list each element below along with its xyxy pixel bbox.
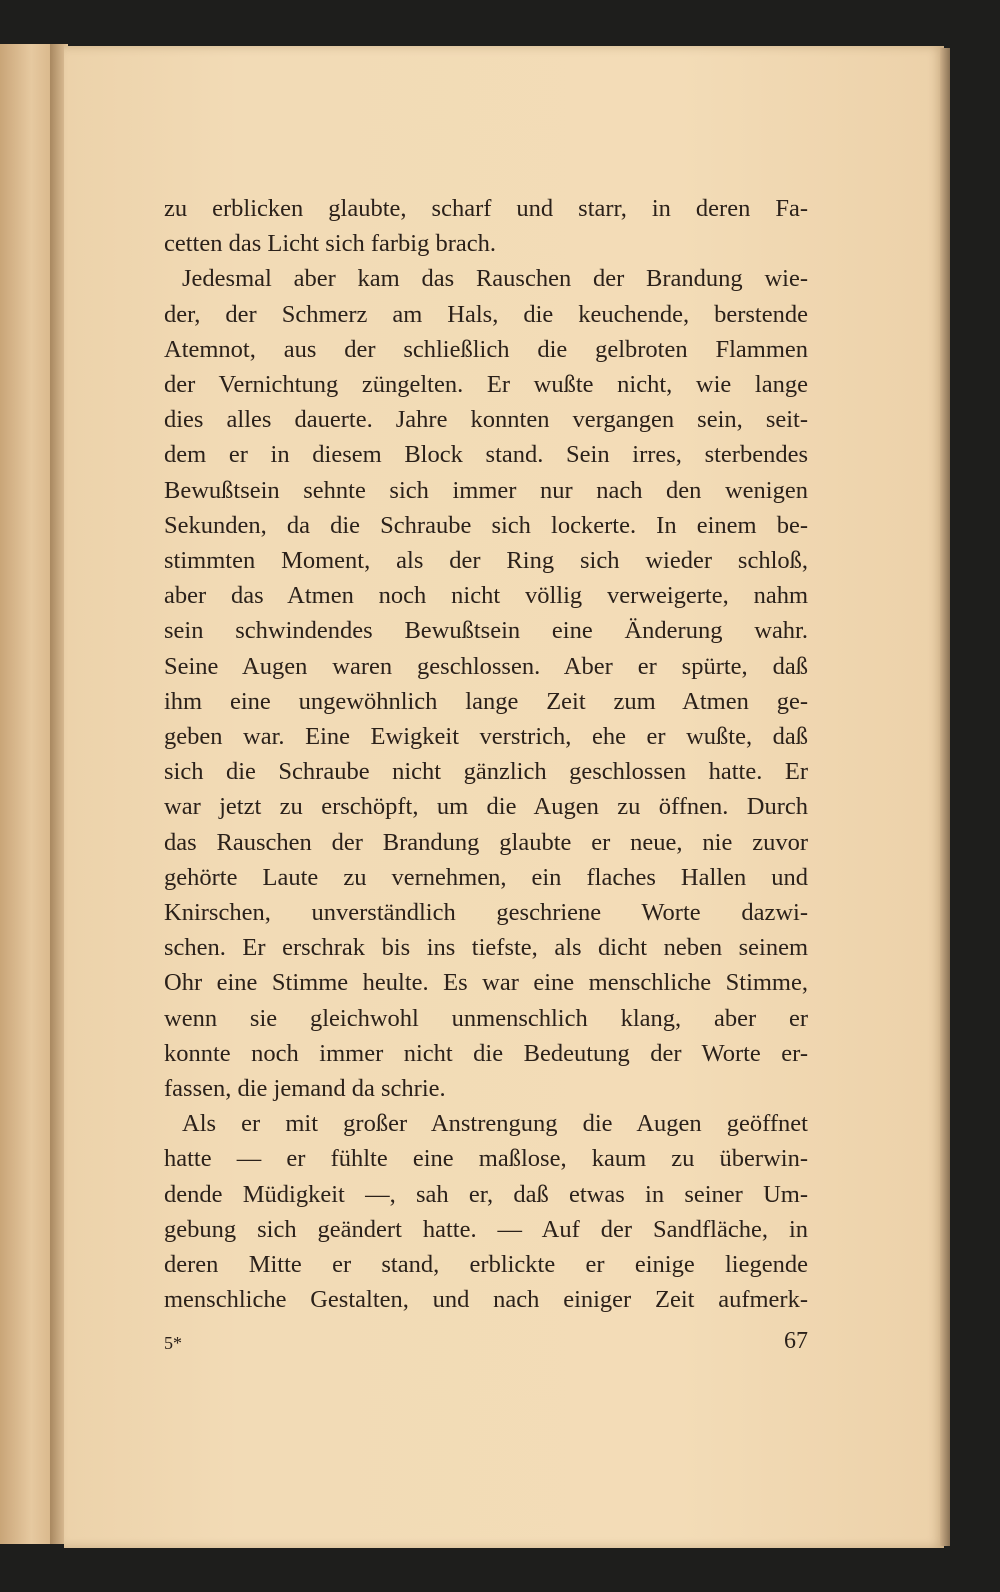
text-line: gebung sich geändert hatte. — Auf der Sandfläche, in: [164, 1215, 808, 1243]
text-line: konnte noch immer nicht die Bedeutung der Worte er-: [164, 1039, 808, 1067]
text-line: war jetzt zu erschöpft, um die Augen zu öffnen. Durch: [164, 793, 808, 821]
text-line: Seine Augen waren geschlossen. Aber er spürte, daß: [164, 652, 808, 680]
text-line: Jedesmal aber kam das Rauschen der Brandung wie-: [182, 265, 808, 293]
text-line: der Vernichtung züngelten. Er wußte nicht, wie lange: [164, 371, 808, 399]
text-line: ihm eine ungewöhnlich lange Zeit zum Atmen ge-: [164, 687, 808, 715]
text-line: stimmten Moment, als der Ring sich wieder schloß,: [164, 547, 808, 575]
text-line: gehörte Laute zu vernehmen, ein flaches Hallen und: [164, 863, 808, 891]
text-line: sich die Schraube nicht gänzlich geschlossen hatte. Er: [164, 758, 808, 786]
text-line: Knirschen, unverständlich geschriene Worte dazwi-: [164, 899, 808, 927]
text-line: dem er in diesem Block stand. Sein irres, sterbendes: [164, 441, 808, 469]
text-line: Sekunden, da die Schraube sich lockerte. In einem be-: [164, 511, 808, 539]
text-line: cetten das Licht sich farbig brach.: [164, 230, 496, 258]
text-line: schen. Er erschrak bis ins tiefste, als dicht neben seinem: [164, 934, 808, 962]
paragraph: [164, 1106, 808, 1317]
text-line: fassen, die jemand da schrie.: [164, 1075, 446, 1103]
body-text: [164, 191, 808, 1318]
text-line: dende Müdigkeit —, sah er, daß etwas in seiner Um-: [164, 1180, 808, 1208]
right-page-edge: [940, 48, 950, 1546]
text-line: Als er mit großer Anstrengung die Augen geöffnet: [182, 1110, 808, 1138]
text-line: Ohr eine Stimme heulte. Es war eine menschliche Stimme,: [164, 969, 808, 997]
text-line: menschliche Gestalten, und nach einiger Zeit aufmerk-: [164, 1286, 808, 1314]
text-line: das Rauschen der Brandung glaubte er neue, nie zuvor: [164, 828, 808, 856]
text-line: dies alles dauerte. Jahre konnten vergangen sein, seit-: [164, 406, 808, 434]
text-line: Atemnot, aus der schließlich die gelbroten Flammen: [164, 335, 808, 363]
text-line: sein schwindendes Bewußtsein eine Änderung wahr.: [164, 617, 808, 645]
page-number: 67: [784, 1328, 808, 1354]
text-line: deren Mitte er stand, erblickte er einige liegende: [164, 1251, 808, 1279]
printer-signature-mark: 5*: [164, 1333, 182, 1353]
text-line: hatte — er fühlte eine maßlose, kaum zu überwin-: [164, 1145, 808, 1173]
text-line: zu erblicken glaubte, scharf und starr, in deren Fa-: [164, 195, 808, 222]
text-line: der, der Schmerz am Hals, die keuchende, berstende: [164, 300, 808, 328]
text-line: wenn sie gleichwohl unmenschlich klang, aber er: [164, 1004, 808, 1032]
paragraph: [164, 261, 808, 1106]
left-page-edge: [0, 44, 52, 1544]
text-line: geben war. Eine Ewigkeit verstrich, ehe er wußte, daß: [164, 723, 808, 751]
text-line: Bewußtsein sehnte sich immer nur nach den wenigen: [164, 476, 808, 504]
paragraph: [164, 191, 808, 261]
text-line: aber das Atmen noch nicht völlig verweigerte, nahm: [164, 582, 808, 610]
